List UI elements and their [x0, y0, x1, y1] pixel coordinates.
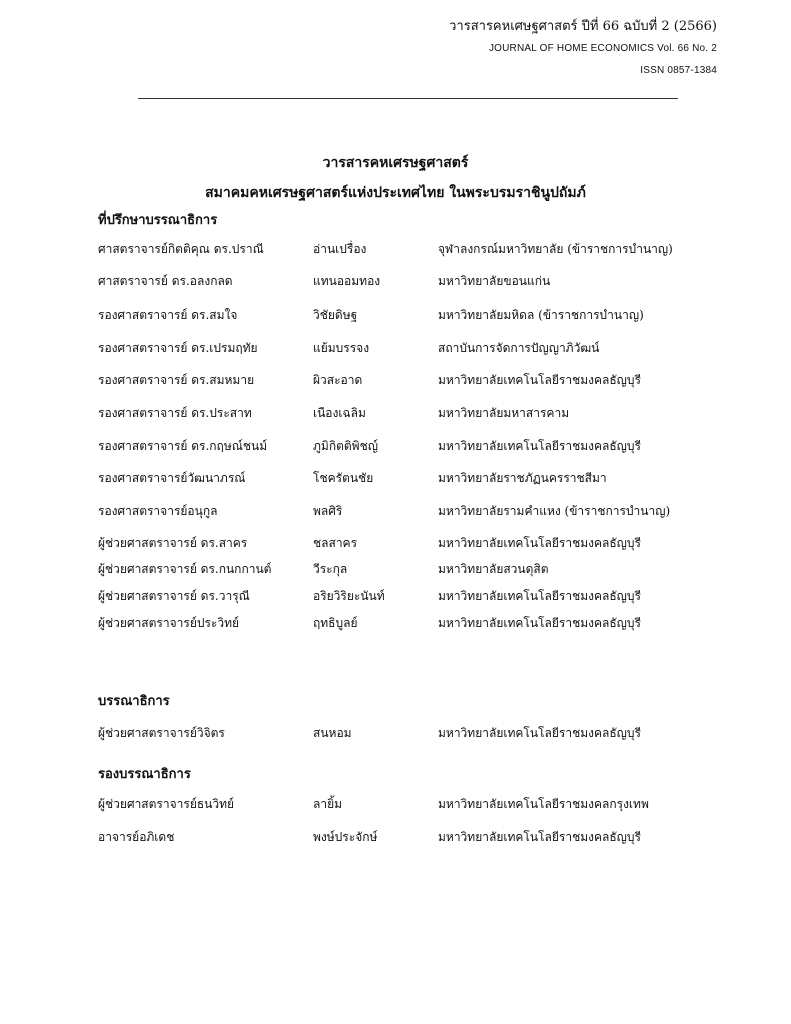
member-position: ผู้ช่วยศาสตราจารย์วิจิตร [98, 726, 225, 740]
member-surname: อริยวิริยะนันท์ [313, 589, 385, 603]
member-position: รองศาสตราจารย์ ดร.เปรมฤทัย [98, 341, 258, 355]
member-position: รองศาสตราจารย์อนุกูล [98, 504, 218, 518]
member-position: ศาสตราจารย์ ดร.อลงกลด [98, 274, 233, 288]
member-position: ผู้ช่วยศาสตราจารย์ประวิทย์ [98, 616, 240, 630]
member-affiliation: มหาวิทยาลัยราชภัฏนครราชสีมา [438, 471, 607, 485]
member-position: รองศาสตราจารย์ ดร.ประสาท [98, 406, 252, 420]
member-affiliation: มหาวิทยาลัยมหิดล (ข้าราชการบำนาญ) [438, 308, 644, 322]
member-surname: ลายิ้ม [313, 797, 343, 811]
member-surname: โชครัตนชัย [313, 471, 374, 485]
advisor-row [98, 532, 718, 554]
advisor-row [98, 238, 718, 260]
advisor-row [98, 337, 718, 359]
associate-editor-row [98, 793, 718, 815]
member-position: ผู้ช่วยศาสตราจารย์ ดร.สาคร [98, 536, 248, 550]
advisor-row [98, 270, 718, 292]
advisor-row [98, 467, 718, 489]
member-surname: ผิวสะอาด [313, 373, 363, 387]
member-affiliation: มหาวิทยาลัยเทคโนโลยีราชมงคลธัญบุรี [438, 536, 641, 550]
editor-heading: บรรณาธิการ [98, 694, 170, 709]
association-title: สมาคมคหเศรษฐศาสตร์แห่งประเทศไทย ในพระบรมราชินูปถัมภ์ [205, 185, 586, 201]
member-position: รองศาสตราจารย์ ดร.กฤษณ์ชนม์ [98, 439, 268, 453]
header-divider [138, 98, 678, 99]
advisor-row [98, 500, 718, 522]
member-position: ผู้ช่วยศาสตราจารย์ ดร.วารุณี [98, 589, 250, 603]
member-surname: วีระกุล [313, 562, 348, 576]
member-affiliation: จุฬาลงกรณ์มหาวิทยาลัย (ข้าราชการบำนาญ) [438, 242, 673, 256]
member-affiliation: สถาบันการจัดการปัญญาภิวัฒน์ [438, 341, 600, 355]
member-surname: อ่านเปรื่อง [313, 242, 367, 256]
advisors-heading: ที่ปรึกษาบรรณาธิการ [98, 213, 218, 228]
member-affiliation: มหาวิทยาลัยขอนแก่น [438, 274, 551, 288]
member-surname: ชลสาคร [313, 536, 358, 550]
associate-editors-heading: รองบรรณาธิการ [98, 767, 191, 782]
advisor-row [98, 369, 718, 391]
member-position: อาจารย์อภิเดช [98, 830, 175, 844]
member-affiliation: มหาวิทยาลัยสวนดุสิต [438, 562, 549, 576]
member-surname: วิชัยดิษฐ [313, 308, 358, 322]
member-affiliation: มหาวิทยาลัยเทคโนโลยีราชมงคลกรุงเทพ [438, 797, 649, 811]
member-surname: พงษ์ประจักษ์ [313, 830, 378, 844]
member-surname: แย้มบรรจง [313, 341, 370, 355]
associate-editor-row [98, 826, 718, 848]
member-affiliation: มหาวิทยาลัยเทคโนโลยีราชมงคลธัญบุรี [438, 616, 641, 630]
member-position: ศาสตราจารย์กิตติคุณ ดร.ปราณี [98, 242, 264, 256]
member-affiliation: มหาวิทยาลัยเทคโนโลยีราชมงคลธัญบุรี [438, 589, 641, 603]
journal-issue-thai: วารสารคหเศษฐศาสตร์ ปีที่ 66 ฉบับที่ 2 (2566) [449, 19, 717, 34]
member-surname: แทนออมทอง [313, 274, 381, 288]
member-affiliation: มหาวิทยาลัยเทคโนโลยีราชมงคลธัญบุรี [438, 830, 641, 844]
editor-row [98, 722, 718, 744]
member-affiliation: มหาวิทยาลัยรามคำแหง (ข้าราชการบำนาญ) [438, 504, 671, 518]
member-surname: ฤทธิบูลย์ [313, 616, 358, 630]
journal-title: วารสารคหเศรษฐศาสตร์ [322, 155, 469, 171]
advisor-row [98, 304, 718, 326]
member-affiliation: มหาวิทยาลัยเทคโนโลยีราชมงคลธัญบุรี [438, 373, 641, 387]
member-position: รองศาสตราจารย์วัฒนาภรณ์ [98, 471, 246, 485]
advisor-row [98, 585, 718, 607]
journal-header [449, 16, 717, 82]
page-titles [0, 148, 791, 208]
advisor-row [98, 435, 718, 457]
member-surname: ภูมิกิตติพิชญ์ [313, 439, 378, 453]
journal-issue-english: JOURNAL OF HOME ECONOMICS Vol. 66 No. 2 [488, 43, 717, 54]
member-position: ผู้ช่วยศาสตราจารย์ ดร.กนกกานต์ [98, 562, 272, 576]
advisor-row [98, 402, 718, 424]
advisor-row [98, 612, 718, 634]
journal-issn: ISSN 0857-1384 [640, 65, 717, 76]
member-affiliation: มหาวิทยาลัยมหาสารคาม [438, 406, 570, 420]
member-surname: สนหอม [313, 726, 352, 740]
member-affiliation: มหาวิทยาลัยเทคโนโลยีราชมงคลธัญบุรี [438, 439, 641, 453]
member-affiliation: มหาวิทยาลัยเทคโนโลยีราชมงคลธัญบุรี [438, 726, 641, 740]
member-surname: เนืองเฉลิม [313, 406, 366, 420]
member-surname: พลศิริ [313, 504, 343, 518]
member-position: รองศาสตราจารย์ ดร.สมใจ [98, 308, 238, 322]
member-position: ผู้ช่วยศาสตราจารย์ธนวิทย์ [98, 797, 235, 811]
member-position: รองศาสตราจารย์ ดร.สมหมาย [98, 373, 255, 387]
advisor-row [98, 558, 718, 580]
